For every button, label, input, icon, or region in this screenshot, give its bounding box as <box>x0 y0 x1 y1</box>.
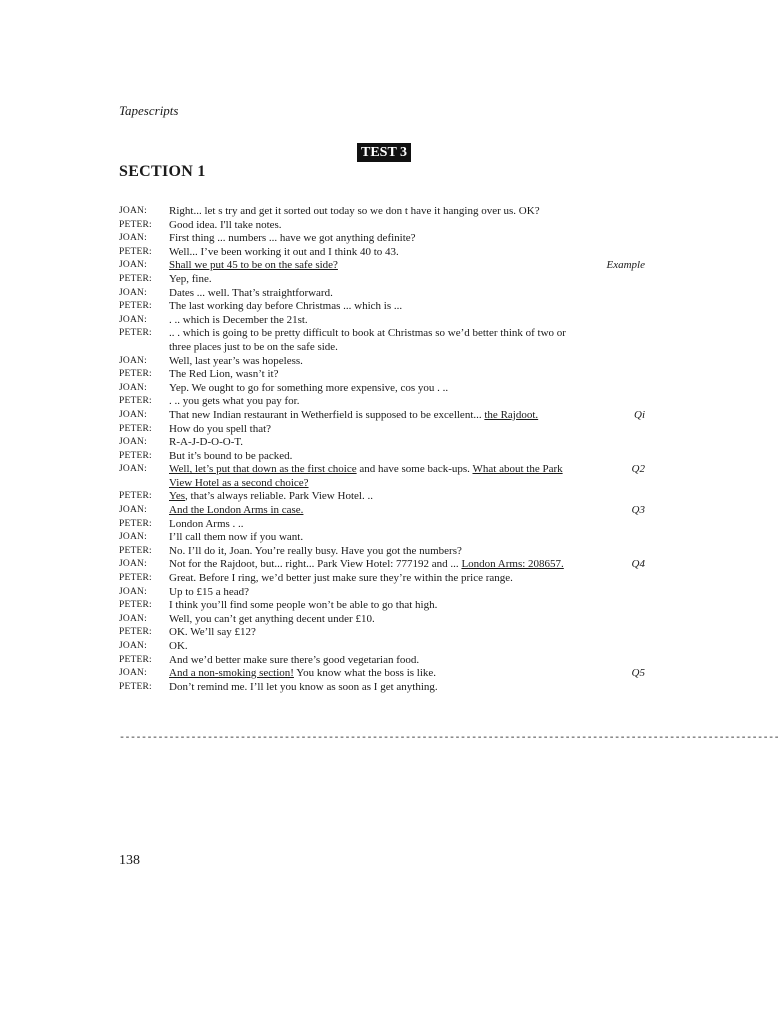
line-text <box>169 395 647 409</box>
line-text <box>169 586 647 600</box>
text-fragment: Good idea. I'll take notes. <box>169 218 282 231</box>
dialogue-line <box>119 395 647 409</box>
text-fragment: Up to £15 a head? <box>169 585 250 598</box>
line-text <box>169 613 647 627</box>
dialogue-line <box>119 273 647 287</box>
line-text <box>169 463 647 490</box>
dialogue-line <box>119 409 647 423</box>
speaker-label: JOAN: <box>119 287 147 298</box>
line-text <box>169 450 647 464</box>
speaker-label: PETER: <box>119 273 152 284</box>
line-text <box>169 545 647 559</box>
speaker-label: PETER: <box>119 681 152 692</box>
speaker-label: PETER: <box>119 423 152 434</box>
line-text <box>169 355 647 369</box>
text-fragment: You know what the boss is like. <box>293 667 437 680</box>
text-fragment: That new Indian restaurant in Wetherfield is supposed to be excellent... <box>169 408 485 421</box>
speaker-label: JOAN: <box>119 206 147 216</box>
text-fragment: Great. Before I ring, we’d better just make sure they’re within the price range. <box>169 572 513 585</box>
text-fragment: London Arms . .. <box>169 517 244 530</box>
line-text <box>169 667 647 681</box>
line-text <box>169 246 647 260</box>
speaker-label: JOAN: <box>119 505 147 516</box>
text-fragment: Yep. We ought to go for something more expensive, cos you . .. <box>169 381 449 394</box>
speaker-label: PETER: <box>119 369 152 380</box>
speaker-label: JOAN: <box>119 355 147 366</box>
speaker-label: PETER: <box>119 491 152 502</box>
section-title: SECTION 1 <box>119 163 206 180</box>
tapescript-dialogue <box>119 205 647 694</box>
line-text <box>169 531 647 545</box>
text-fragment: Right... let s try and get it sorted out today so we don t have it hanging over us. OK? <box>169 205 540 217</box>
question-marker: Q4 <box>631 558 645 571</box>
text-fragment: Well, last year’s was hopeless. <box>169 354 303 367</box>
line-text <box>169 232 647 246</box>
dialogue-line <box>119 463 647 490</box>
line-text <box>169 259 647 273</box>
line-text <box>169 219 647 233</box>
underlined-answer: What about the Park View Hotel as a second choice? <box>169 463 563 489</box>
dialogue-line <box>119 314 647 328</box>
text-fragment: OK. <box>169 640 188 652</box>
underlined-answer: And a non-smoking section! <box>169 667 294 680</box>
line-text <box>169 436 647 450</box>
text-fragment: Dates ... well. That’s straightforward. <box>169 286 333 299</box>
question-marker: Qi <box>634 408 645 421</box>
underlined-answer: London Arms: 208657. <box>461 558 564 571</box>
dialogue-line <box>119 287 647 301</box>
speaker-label: PETER: <box>119 301 152 312</box>
line-text <box>169 368 647 382</box>
underlined-answer: Shall we put 45 to be on the safe side? <box>169 259 338 272</box>
section-divider: ------------------------------------------------------------------------------------------------------------------------ <box>119 733 779 744</box>
dialogue-line <box>119 368 647 382</box>
dialogue-line <box>119 436 647 450</box>
speaker-label: JOAN: <box>119 668 147 679</box>
speaker-label: JOAN: <box>119 559 147 570</box>
question-marker: Example <box>606 259 645 272</box>
dialogue-line <box>119 531 647 545</box>
text-fragment: Yep, fine. <box>169 272 212 285</box>
dialogue-line <box>119 355 647 369</box>
question-marker: Q3 <box>631 504 645 517</box>
underlined-answer: And the London Arms in case. <box>169 504 304 517</box>
line-text <box>169 654 647 668</box>
running-header: Tapescripts <box>119 103 179 118</box>
dialogue-line <box>119 300 647 314</box>
text-fragment: and have some back-ups. <box>356 463 473 476</box>
line-text <box>169 599 647 613</box>
line-text <box>169 273 647 287</box>
speaker-label: PETER: <box>119 518 152 529</box>
speaker-label: JOAN: <box>119 464 147 475</box>
text-fragment: Well, you can’t get anything decent under £10. <box>169 612 375 625</box>
text-fragment: . .. which is December the 21st. <box>169 313 308 326</box>
line-text <box>169 382 647 396</box>
dialogue-line <box>119 518 647 532</box>
dialogue-line <box>119 246 647 260</box>
speaker-label: PETER: <box>119 627 152 638</box>
speaker-label: JOAN: <box>119 233 147 244</box>
line-text <box>169 287 647 301</box>
dialogue-line <box>119 205 647 219</box>
speaker-label: JOAN: <box>119 409 147 420</box>
speaker-label: JOAN: <box>119 532 147 543</box>
line-text <box>169 518 647 532</box>
speaker-label: PETER: <box>119 573 152 584</box>
speaker-label: JOAN: <box>119 437 147 448</box>
line-text <box>169 423 647 437</box>
text-fragment: OK. We’ll say £12? <box>169 626 256 639</box>
question-marker: Q2 <box>631 463 645 476</box>
dialogue-line <box>119 232 647 246</box>
speaker-label: PETER: <box>119 654 152 665</box>
speaker-label: JOAN: <box>119 641 147 651</box>
speaker-label: PETER: <box>119 328 152 339</box>
dialogue-line <box>119 654 647 668</box>
text-fragment: .. . which is going to be pretty difficult to book at Christmas so we’d better think of two or three places just to be on the safe side. <box>169 327 566 353</box>
dialogue-line <box>119 586 647 600</box>
text-fragment: No. I’ll do it, Joan. You’re really busy. Have you got the numbers? <box>169 544 462 557</box>
text-fragment: The Red Lion, wasn’t it? <box>169 368 279 381</box>
dialogue-line <box>119 219 647 233</box>
line-text <box>169 626 647 640</box>
underlined-answer: the Rajdoot. <box>484 408 539 421</box>
dialogue-line <box>119 558 647 572</box>
speaker-label: PETER: <box>119 545 152 556</box>
dialogue-line <box>119 572 647 586</box>
speaker-label: JOAN: <box>119 314 147 325</box>
text-fragment: How do you spell that? <box>169 422 272 435</box>
line-text <box>169 409 647 423</box>
text-fragment: And we’d better make sure there’s good vegetarian food. <box>169 653 420 666</box>
text-fragment: But it’s bound to be packed. <box>169 449 293 462</box>
underlined-answer: Well, let’s put that down as the first choice <box>169 463 357 476</box>
speaker-label: PETER: <box>119 396 152 407</box>
dialogue-line <box>119 450 647 464</box>
dialogue-line <box>119 490 647 504</box>
text-fragment: The last working day before Christmas ... which is ... <box>169 300 403 313</box>
dialogue-line <box>119 613 647 627</box>
text-fragment: Not for the Rajdoot, but... right... Park View Hotel: 777192 and ... <box>169 558 462 571</box>
dialogue-line <box>119 504 647 518</box>
line-text <box>169 490 647 504</box>
dialogue-line <box>119 667 647 681</box>
dialogue-line <box>119 640 647 654</box>
dialogue-line <box>119 626 647 640</box>
dialogue-line <box>119 545 647 559</box>
dialogue-line <box>119 259 647 273</box>
line-text <box>169 327 647 354</box>
line-text <box>169 558 647 572</box>
line-text <box>169 640 647 654</box>
question-marker: Q5 <box>631 667 645 680</box>
line-text <box>169 314 647 328</box>
speaker-label: PETER: <box>119 219 152 230</box>
line-text <box>169 681 647 695</box>
speaker-label: JOAN: <box>119 586 147 597</box>
text-fragment: I think you’ll find some people won’t be able to go that high. <box>169 599 438 612</box>
dialogue-line <box>119 327 647 354</box>
test-label: TEST 3 <box>357 143 411 162</box>
text-fragment: . .. you gets what you pay for. <box>169 395 300 408</box>
page-number: 138 <box>119 853 140 868</box>
speaker-label: JOAN: <box>119 260 147 271</box>
line-text <box>169 205 647 219</box>
underlined-answer: Yes <box>169 490 186 503</box>
text-fragment: , that’s always reliable. Park View Hotel. .. <box>185 490 373 503</box>
speaker-label: PETER: <box>119 600 152 611</box>
dialogue-line <box>119 382 647 396</box>
text-fragment: Don’t remind me. I’ll let you know as soon as I get anything. <box>169 680 438 693</box>
dialogue-line <box>119 599 647 613</box>
text-fragment: I’ll call them now if you want. <box>169 531 304 544</box>
speaker-label: JOAN: <box>119 382 147 393</box>
line-text <box>169 572 647 586</box>
dialogue-line <box>119 423 647 437</box>
speaker-label: PETER: <box>119 450 152 461</box>
speaker-label: PETER: <box>119 246 152 257</box>
line-text <box>169 504 647 518</box>
text-fragment: First thing ... numbers ... have we got anything definite? <box>169 232 416 245</box>
text-fragment: R-A-J-D-O-O-T. <box>169 436 244 449</box>
line-text <box>169 300 647 314</box>
dialogue-line <box>119 681 647 695</box>
text-fragment: Well... I’ve been working it out and I think 40 to 43. <box>169 245 399 258</box>
speaker-label: JOAN: <box>119 613 147 624</box>
